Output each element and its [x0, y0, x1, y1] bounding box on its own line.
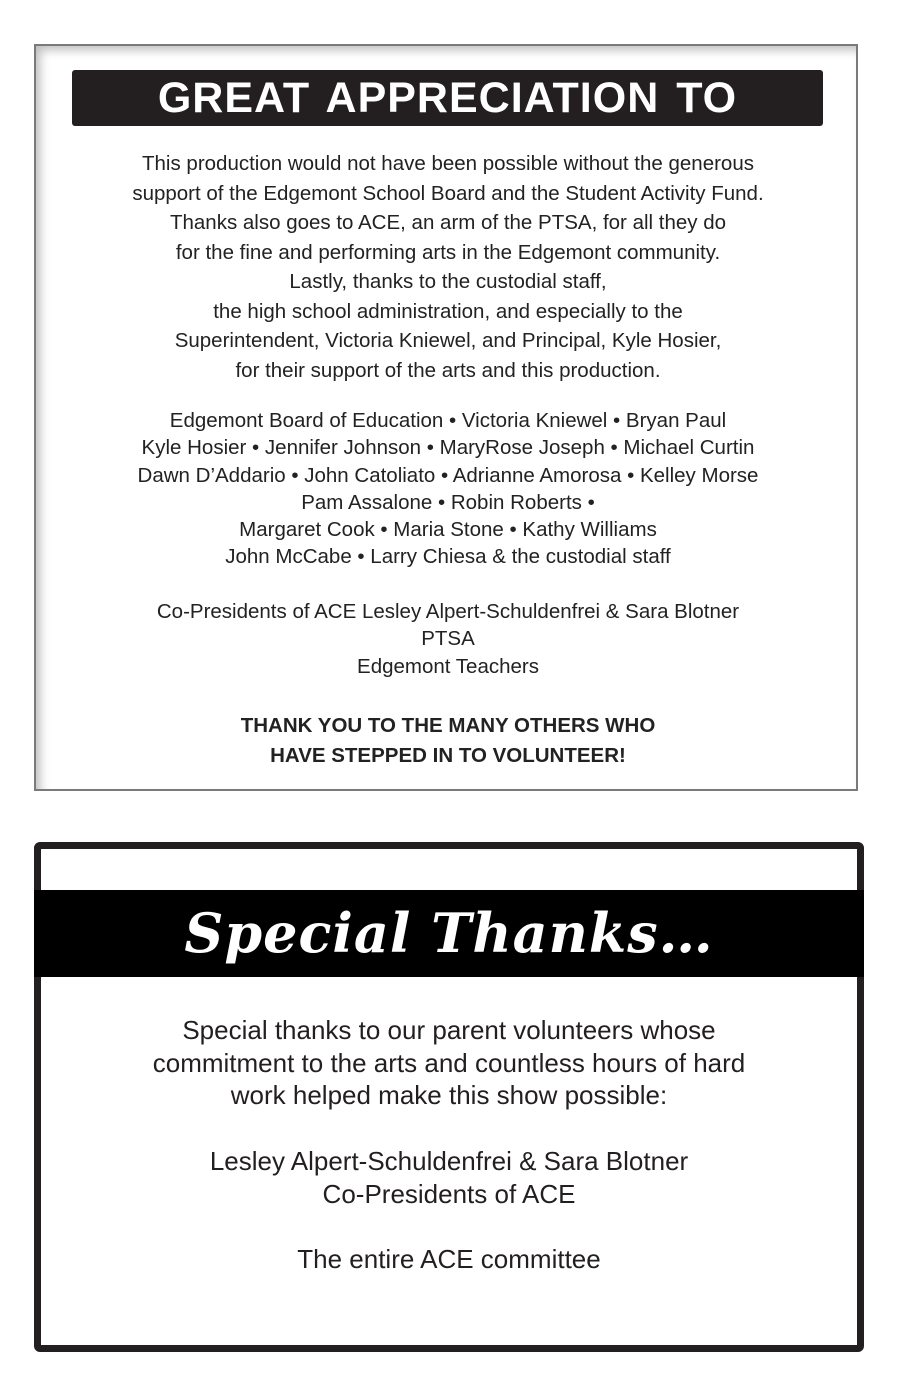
names-line: John McCabe • Larry Chiesa & the custodial staff: [225, 545, 671, 569]
ace-committee: The entire ACE committee: [297, 1244, 601, 1274]
intro-line: for the fine and performing arts in the Edgemont community.: [175, 240, 721, 264]
thanks-line: work helped make this show possible:: [230, 1080, 668, 1110]
names-line: Margaret Cook • Maria Stone • Kathy Williams: [239, 518, 657, 542]
intro-line: support of the Edgemont School Board and the Student Activity Fund.: [132, 181, 764, 205]
intro-line: the high school administration, and especially to the: [213, 299, 683, 323]
intro-line: This production would not have been possible without the generous: [142, 152, 754, 175]
special-thanks-panel: [34, 842, 864, 1352]
names-line: Dawn D’Addario • John Catoliato • Adrianne Amorosa • Kelley Morse: [137, 463, 759, 487]
intro-line: for their support of the arts and this production.: [235, 358, 661, 382]
closing-line: THANK YOU TO THE MANY OTHERS WHO: [240, 714, 656, 737]
names-line: Edgemont Board of Education • Victoria Kniewel • Bryan Paul: [169, 409, 727, 432]
appreciation-panel: [34, 44, 858, 791]
ace-line: Co-Presidents of ACE Lesley Alpert-Schuldenfrei & Sara Blotner: [156, 600, 740, 623]
co-presidents: [34, 1145, 864, 1210]
special-thanks-title: Special Thanks…: [34, 890, 864, 977]
names-list: [36, 407, 860, 571]
appreciation-title: GREAT APPRECIATION TO: [72, 70, 823, 126]
intro-line: Lastly, thanks to the custodial staff,: [289, 270, 607, 293]
intro-paragraph: [36, 149, 860, 385]
thanks-line: Special thanks to our parent volunteers whose: [182, 1015, 716, 1045]
volunteer-thanks: [36, 711, 860, 771]
thanks-line: commitment to the arts and countless hours of hard: [152, 1047, 746, 1078]
names-line: Pam Assalone • Robin Roberts •: [301, 490, 595, 514]
co-presidents-role: Co-Presidents of ACE: [322, 1178, 576, 1209]
ace-line: Edgemont Teachers: [357, 654, 539, 678]
names-line: Kyle Hosier • Jennifer Johnson • MaryRose Joseph • Michael Curtin: [141, 436, 755, 460]
co-presidents-names: Lesley Alpert-Schuldenfrei & Sara Blotner: [209, 1146, 689, 1176]
special-thanks-paragraph: [34, 1014, 864, 1112]
closing-line: HAVE STEPPED IN TO VOLUNTEER!: [270, 744, 626, 767]
intro-line: Thanks also goes to ACE, an arm of the PTSA, for all they do: [169, 211, 727, 234]
ace-line: PTSA: [421, 627, 475, 651]
intro-line: Superintendent, Victoria Kniewel, and Principal, Kyle Hosier,: [174, 329, 722, 352]
ace-list: [36, 598, 860, 680]
